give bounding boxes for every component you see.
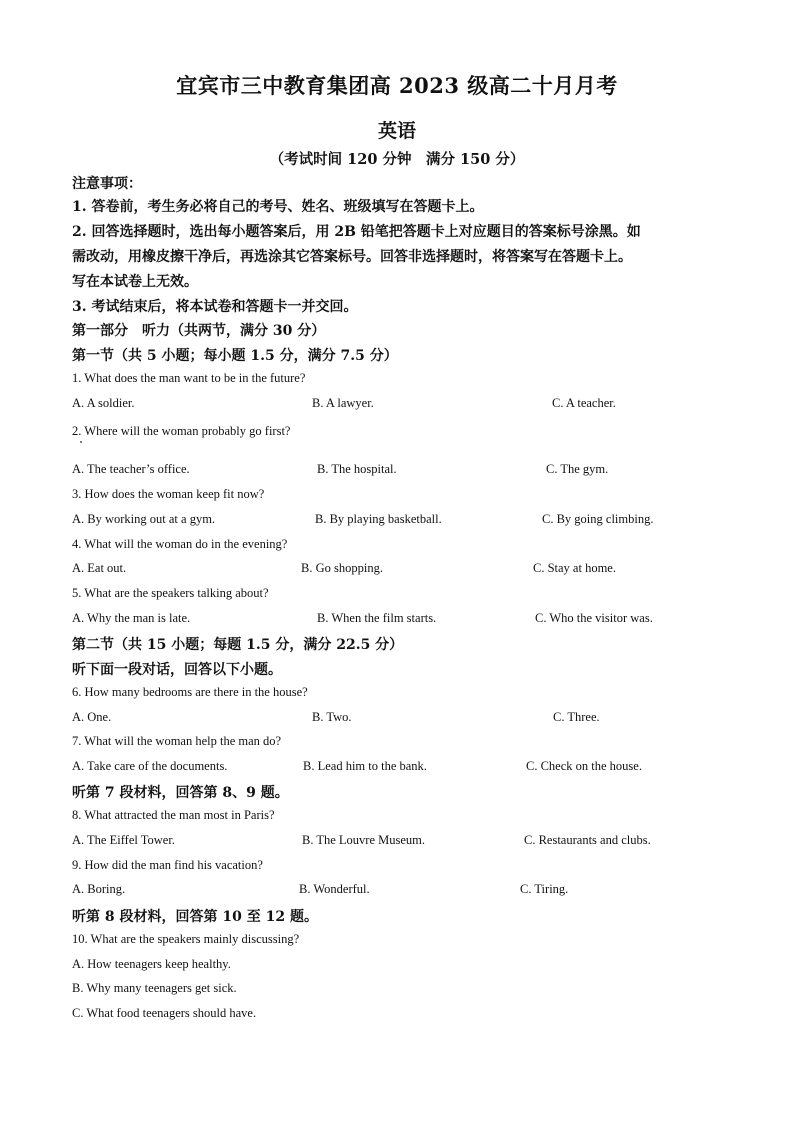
- exam-info: （考试时间 120 分钟 满分 150 分）: [269, 151, 525, 168]
- option-c: C. Three.: [553, 710, 600, 724]
- option-b: B. Two.: [312, 710, 352, 724]
- option-c: C. Stay at home.: [533, 561, 616, 575]
- option-c: C. What food teenagers should have.: [72, 1006, 257, 1020]
- option-a: A. One.: [72, 710, 112, 724]
- option-a: A. How teenagers keep healthy.: [72, 957, 231, 971]
- option-b: B. Lead him to the bank.: [303, 759, 427, 773]
- notice-item-2-cont: 需改动，用橡皮擦干净后，再选涂其它答案标号。回答非选择题时，将答案写在答题卡上。: [72, 249, 632, 265]
- question-stem: 9. How did the man find his vacation?: [72, 858, 263, 872]
- question-stem: 1. What does the man want to be in the future?: [72, 371, 306, 385]
- option-b: B. A lawyer.: [312, 396, 374, 410]
- option-a: A. Take care of the documents.: [72, 759, 228, 773]
- subject-title: 英语: [377, 120, 416, 142]
- notice-item-2: 2. 回答选择题时，选出每小题答案后，用 2B 铅笔把答题卡上对应题目的答案标号涂黑。如: [72, 224, 641, 240]
- option-a: A. The Eiffel Tower.: [72, 833, 175, 847]
- option-c: C. The gym.: [546, 462, 609, 476]
- exam-title: 宜宾市三中教育集团高 2023 级高二十月月考: [176, 73, 618, 98]
- section-heading: 第二节（共 15 小题；每题 1.5 分，满分 22.5 分）: [72, 637, 404, 653]
- option-c: C. A teacher.: [552, 396, 616, 410]
- option-c: C. By going climbing.: [542, 512, 654, 526]
- question-stem: 8. What attracted the man most in Paris?: [72, 808, 275, 822]
- option-a: A. Why the man is late.: [72, 611, 191, 625]
- option-a: A. A soldier.: [72, 396, 135, 410]
- question-stem: 3. How does the woman keep fit now?: [72, 487, 265, 501]
- question-stem: 4. What will the woman do in the evening?: [72, 537, 288, 551]
- option-c: C. Restaurants and clubs.: [524, 833, 651, 847]
- listening-instruction: 听下面一段对话，回答以下小题。: [72, 662, 282, 678]
- option-a: A. Eat out.: [72, 561, 127, 575]
- stray-dot: [80, 441, 82, 443]
- question-stem: 6. How many bedrooms are there in the house?: [72, 685, 308, 699]
- option-a: A. The teacher’s office.: [72, 462, 190, 476]
- option-b: B. Why many teenagers get sick.: [72, 981, 237, 995]
- notice-item-2-end: 写在本试卷上无效。: [72, 274, 198, 290]
- listening-instruction: 听第 7 段材料，回答第 8、9 题。: [72, 785, 289, 801]
- option-c: C. Check on the house.: [526, 759, 642, 773]
- question-stem: 7. What will the woman help the man do?: [72, 734, 282, 748]
- notice-item-3: 3. 考试结束后，将本试卷和答题卡一并交回。: [72, 299, 358, 315]
- listening-instruction: 听第 8 段材料，回答第 10 至 12 题。: [72, 909, 318, 925]
- question-stem: 10. What are the speakers mainly discussing?: [72, 932, 300, 946]
- option-a: A. By working out at a gym.: [72, 512, 216, 526]
- option-b: B. By playing basketball.: [315, 512, 442, 526]
- option-c: C. Who the visitor was.: [535, 611, 653, 625]
- question-stem: 5. What are the speakers talking about?: [72, 586, 269, 600]
- option-b: B. The Louvre Museum.: [302, 833, 426, 847]
- part-heading: 第一部分 听力（共两节，满分 30 分）: [72, 323, 326, 339]
- question-stem: 2. Where will the woman probably go first?: [72, 424, 291, 438]
- option-c: C. Tiring.: [520, 882, 569, 896]
- notice-item-1: 1. 答卷前，考生务必将自己的考号、姓名、班级填写在答题卡上。: [72, 199, 484, 215]
- option-a: A. Boring.: [72, 882, 126, 896]
- notice-heading: 注意事项：: [72, 176, 142, 192]
- option-b: B. The hospital.: [317, 462, 397, 476]
- option-b: B. When the film starts.: [317, 611, 437, 625]
- section-heading: 第一节（共 5 小题；每小题 1.5 分，满分 7.5 分）: [72, 348, 398, 364]
- option-b: B. Go shopping.: [301, 561, 383, 575]
- option-b: B. Wonderful.: [299, 882, 370, 896]
